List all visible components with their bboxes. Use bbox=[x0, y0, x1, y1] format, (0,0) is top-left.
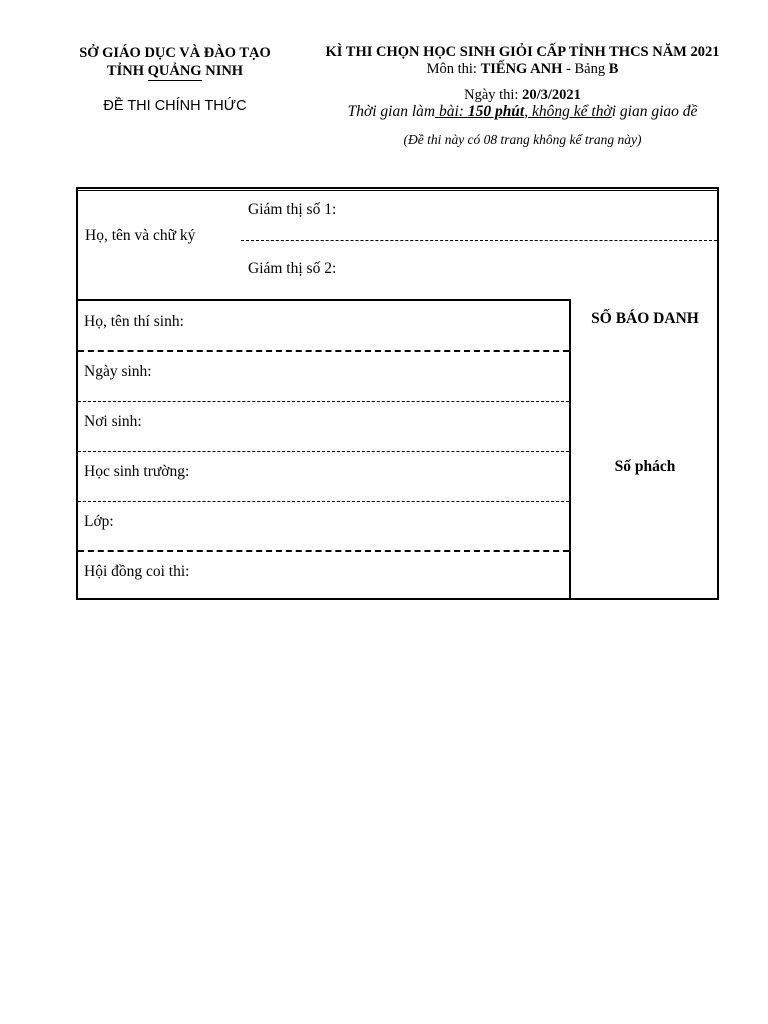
duration-value: 150 phút bbox=[467, 103, 525, 120]
field-label-birthplace: Nơi sinh: bbox=[84, 413, 142, 430]
subject-name: TIẾNG ANH bbox=[480, 61, 563, 77]
province-suffix: NINH bbox=[201, 63, 244, 79]
field-row-birthplace[interactable] bbox=[78, 401, 569, 451]
field-label-school: Học sinh trường: bbox=[84, 463, 190, 480]
proctor-divider bbox=[241, 240, 717, 241]
field-label-fullname: Họ, tên thí sinh: bbox=[84, 313, 184, 330]
student-info-box bbox=[78, 299, 571, 600]
board-prefix: - Bảng bbox=[562, 61, 609, 77]
province-prefix: TỈNH bbox=[106, 63, 148, 79]
board-name: B bbox=[608, 61, 619, 77]
exam-header bbox=[300, 44, 745, 104]
subject-line bbox=[300, 61, 745, 78]
field-label-council: Hội đồng coi thi: bbox=[84, 563, 190, 580]
field-row-council[interactable] bbox=[78, 551, 569, 601]
field-row-birthdate[interactable] bbox=[78, 351, 569, 401]
candidate-info-form bbox=[76, 187, 719, 600]
field-label-class: Lớp: bbox=[84, 513, 114, 530]
duration-part4: i gian giao đề bbox=[611, 103, 698, 120]
field-label-birthdate: Ngày sinh: bbox=[84, 363, 152, 380]
exam-title: KÌ THI CHỌN HỌC SINH GIỎI CẤP TỈNH THCS NĂM 2021 bbox=[325, 44, 720, 60]
secret-code-label: Số phách bbox=[614, 458, 676, 475]
proctor1-label: Giám thị số 1: bbox=[248, 201, 337, 218]
issuer-header bbox=[60, 44, 290, 81]
proctor-signature-label: Họ, tên và chữ ký bbox=[85, 227, 196, 244]
duration-part1: Thời gian làm bbox=[347, 103, 436, 120]
duration-line bbox=[300, 103, 745, 121]
subject-prefix: Môn thi: bbox=[426, 61, 481, 77]
province-name bbox=[60, 62, 290, 81]
candidate-number-label: SỐ BÁO DANH bbox=[591, 310, 699, 327]
exam-date: 20/3/2021 bbox=[522, 87, 581, 103]
field-row-fullname[interactable] bbox=[78, 301, 569, 351]
date-line bbox=[300, 87, 745, 104]
field-row-school[interactable] bbox=[78, 451, 569, 501]
date-prefix: Ngày thi: bbox=[464, 87, 523, 103]
page-count-note: (Đề thi này có 08 trang không kể trang này) bbox=[403, 132, 642, 147]
department-name: SỞ GIÁO DỤC VÀ ĐÀO TẠO bbox=[79, 45, 271, 61]
duration-part3: , không kể thờ bbox=[524, 103, 612, 120]
duration-part2: bài: bbox=[435, 103, 468, 120]
official-exam-label: ĐỀ THI CHÍNH THỨC bbox=[103, 98, 247, 114]
proctor2-label: Giám thị số 2: bbox=[248, 260, 337, 277]
field-row-class[interactable] bbox=[78, 501, 569, 551]
province-underlined: QUẢNG bbox=[147, 63, 202, 79]
